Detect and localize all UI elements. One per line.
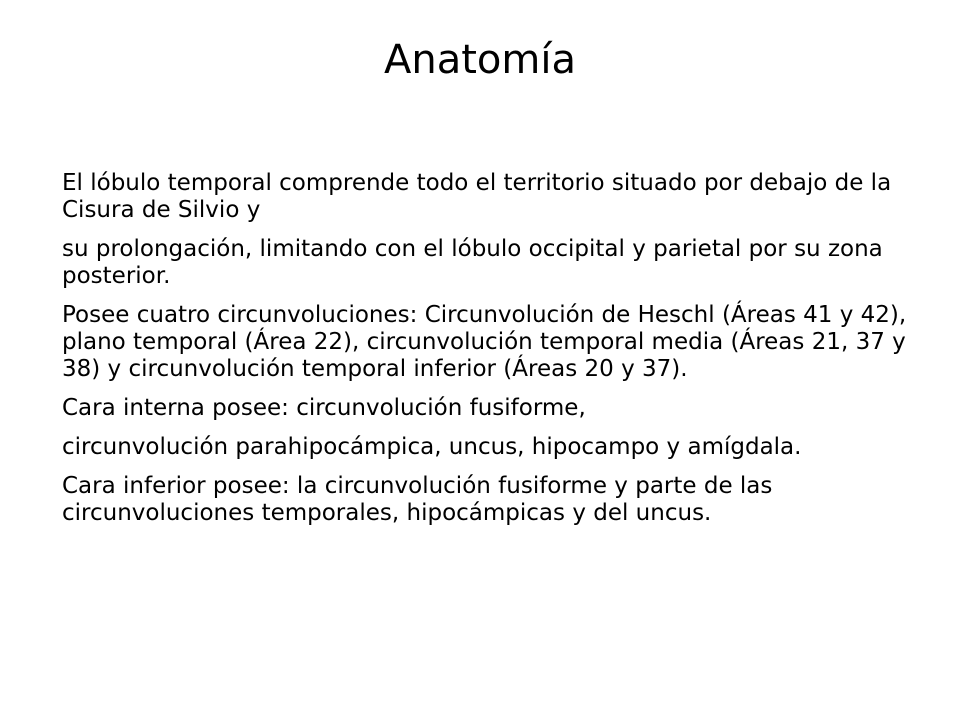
body-paragraph-3: Posee cuatro circunvoluciones: Circunvolución de Heschl (Áreas 41 y 42), plano temporal (Área 22), circunvolución temporal media (Áreas 21, 37 y 38) y circunvolución temporal inferior (Áreas 20 y 37). (62, 302, 907, 382)
body-paragraph-4: Cara interna posee: circunvolución fusiforme, (62, 395, 586, 421)
slide-body (62, 170, 908, 539)
slide-title: Anatomía (384, 37, 576, 83)
body-paragraph-2: su prolongación, limitando con el lóbulo occipital y parietal por su zona posterior. (62, 236, 883, 289)
body-paragraph-5: circunvolución parahipocámpica, uncus, hipocampo y amígdala. (62, 434, 802, 460)
body-paragraph-1: El lóbulo temporal comprende todo el territorio situado por debajo de la Cisura de Silvio y (62, 170, 892, 223)
body-paragraph-6: Cara inferior posee: la circunvolución fusiforme y parte de las circunvoluciones temporales, hipocámpicas y del uncus. (62, 473, 773, 526)
